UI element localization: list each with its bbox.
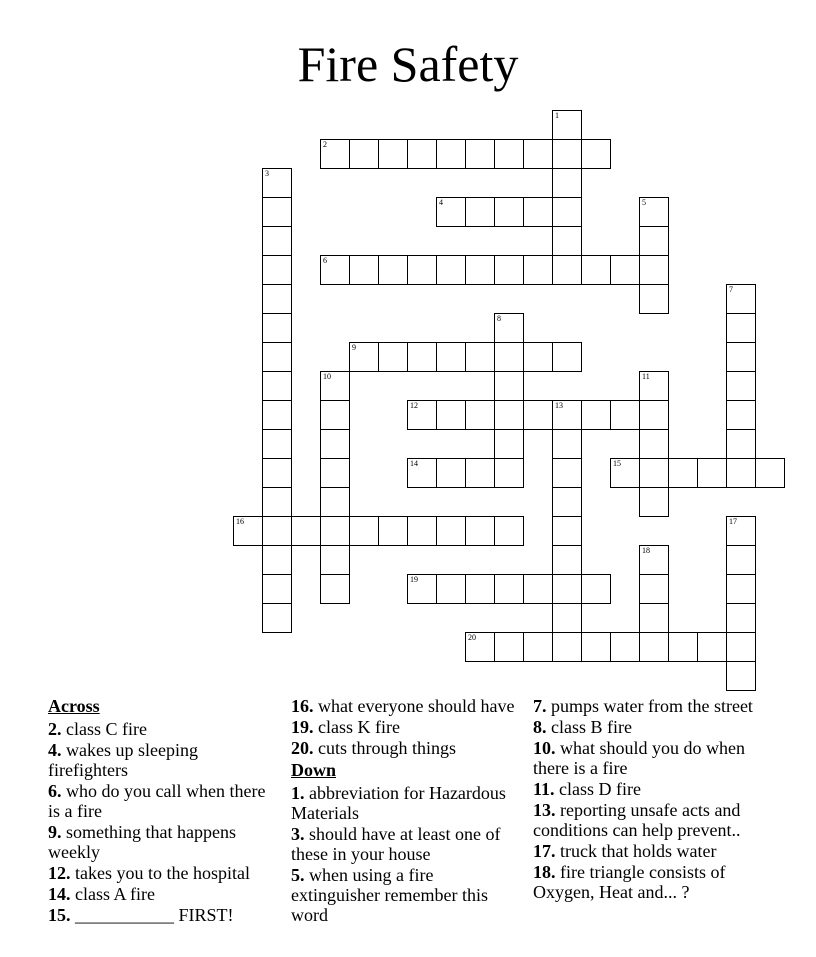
grid-cell[interactable] bbox=[320, 458, 350, 488]
grid-cell[interactable] bbox=[436, 197, 466, 227]
grid-cell[interactable] bbox=[639, 429, 669, 459]
clue-across-12: 12. takes you to the hospital bbox=[48, 863, 250, 883]
clue-down-5: 5. when using a fire extinguisher remember this word bbox=[291, 865, 488, 925]
grid-cell[interactable] bbox=[552, 168, 582, 198]
grid-cell[interactable] bbox=[523, 255, 553, 285]
across-heading: Across bbox=[48, 696, 100, 716]
grid-cell[interactable] bbox=[465, 458, 495, 488]
grid-cell[interactable] bbox=[494, 516, 524, 546]
grid-cell[interactable] bbox=[320, 255, 350, 285]
grid-cell[interactable] bbox=[262, 458, 292, 488]
grid-cell[interactable] bbox=[262, 168, 292, 198]
clue-down-3: 3. should have at least one of these in your house bbox=[291, 824, 501, 864]
grid-cell[interactable] bbox=[726, 429, 756, 459]
grid-cell[interactable] bbox=[320, 139, 350, 169]
grid-cell[interactable] bbox=[523, 400, 553, 430]
clue-number: 20 bbox=[468, 633, 476, 642]
grid-cell[interactable] bbox=[262, 371, 292, 401]
grid-cell[interactable] bbox=[407, 342, 437, 372]
grid-cell[interactable] bbox=[262, 545, 292, 575]
grid-cell[interactable] bbox=[726, 342, 756, 372]
clue-number: 13 bbox=[555, 401, 563, 410]
grid-cell[interactable] bbox=[407, 139, 437, 169]
grid-cell[interactable] bbox=[639, 226, 669, 256]
puzzle-title: Fire Safety bbox=[297, 36, 519, 92]
grid-cell[interactable] bbox=[639, 400, 669, 430]
clue-down-18: 18. fire triangle consists of Oxygen, Heat and... ? bbox=[533, 862, 726, 902]
grid-cell[interactable] bbox=[639, 545, 669, 575]
grid-cell[interactable] bbox=[610, 458, 640, 488]
clue-down-8: 8. class B fire bbox=[533, 717, 632, 737]
grid-cell[interactable] bbox=[378, 516, 408, 546]
grid-cell[interactable] bbox=[494, 197, 524, 227]
clue-across-4: 4. wakes up sleeping firefighters bbox=[48, 740, 198, 780]
clue-across-14: 14. class A fire bbox=[48, 884, 155, 904]
grid-cell[interactable] bbox=[523, 139, 553, 169]
clue-across-20: 20. cuts through things bbox=[291, 738, 456, 758]
grid-cell[interactable] bbox=[349, 516, 379, 546]
grid-cell[interactable] bbox=[407, 574, 437, 604]
grid-cell[interactable] bbox=[523, 574, 553, 604]
grid-cell[interactable] bbox=[697, 632, 727, 662]
clue-number: 11 bbox=[642, 372, 650, 381]
grid-cell[interactable] bbox=[726, 545, 756, 575]
grid-cell[interactable] bbox=[552, 110, 582, 140]
clues-column-1 bbox=[48, 694, 278, 926]
grid-cell[interactable] bbox=[465, 574, 495, 604]
grid-cell[interactable] bbox=[494, 429, 524, 459]
grid-cell[interactable] bbox=[378, 342, 408, 372]
grid-cell[interactable] bbox=[581, 632, 611, 662]
grid-cell[interactable] bbox=[523, 342, 553, 372]
grid-cell[interactable] bbox=[494, 632, 524, 662]
grid-cell[interactable] bbox=[610, 632, 640, 662]
grid-cell[interactable] bbox=[262, 516, 292, 546]
grid-cell[interactable] bbox=[726, 516, 756, 546]
grid-cell[interactable] bbox=[262, 342, 292, 372]
grid-cell[interactable] bbox=[407, 400, 437, 430]
grid-cell[interactable] bbox=[436, 458, 466, 488]
clue-down-1: 1. abbreviation for Hazardous Materials bbox=[291, 783, 506, 823]
grid-cell[interactable] bbox=[552, 255, 582, 285]
grid-cell[interactable] bbox=[639, 487, 669, 517]
grid-cell[interactable] bbox=[262, 487, 292, 517]
clue-down-11: 11. class D fire bbox=[533, 779, 641, 799]
grid-cell[interactable] bbox=[494, 400, 524, 430]
grid-cell[interactable] bbox=[465, 139, 495, 169]
grid-cell[interactable] bbox=[610, 400, 640, 430]
grid-cell[interactable] bbox=[639, 603, 669, 633]
clue-number: 7 bbox=[729, 285, 733, 294]
clue-across-9: 9. something that happens weekly bbox=[48, 822, 236, 862]
clue-number: 18 bbox=[642, 546, 650, 555]
grid-cell[interactable] bbox=[697, 458, 727, 488]
clue-across-2: 2. class C fire bbox=[48, 719, 147, 739]
grid-cell[interactable] bbox=[552, 458, 582, 488]
grid-cell[interactable] bbox=[262, 197, 292, 227]
clue-number: 2 bbox=[323, 140, 327, 149]
grid-cell[interactable] bbox=[755, 458, 785, 488]
grid-cell[interactable] bbox=[726, 661, 756, 691]
clue-number: 17 bbox=[729, 517, 737, 526]
grid-cell[interactable] bbox=[494, 574, 524, 604]
grid-cell[interactable] bbox=[378, 139, 408, 169]
grid-cell[interactable] bbox=[726, 603, 756, 633]
grid-cell[interactable] bbox=[436, 400, 466, 430]
grid-cell[interactable] bbox=[349, 255, 379, 285]
clue-number: 10 bbox=[323, 372, 331, 381]
clue-number: 5 bbox=[642, 198, 646, 207]
grid-cell[interactable] bbox=[465, 255, 495, 285]
grid-cell[interactable] bbox=[552, 429, 582, 459]
grid-cell[interactable] bbox=[726, 313, 756, 343]
grid-cell[interactable] bbox=[407, 255, 437, 285]
clues-column-2 bbox=[291, 694, 521, 926]
clue-down-17: 17. truck that holds water bbox=[533, 841, 717, 861]
grid-cell[interactable] bbox=[552, 400, 582, 430]
grid-cell[interactable] bbox=[465, 197, 495, 227]
grid-cell[interactable] bbox=[262, 400, 292, 430]
clue-down-7: 7. pumps water from the street bbox=[533, 696, 753, 716]
grid-cell[interactable] bbox=[668, 632, 698, 662]
clue-down-10: 10. what should you do when there is a fire bbox=[533, 738, 745, 778]
grid-cell[interactable] bbox=[639, 197, 669, 227]
clue-across-19: 19. class K fire bbox=[291, 717, 400, 737]
grid-cell[interactable] bbox=[494, 255, 524, 285]
down-heading: Down bbox=[291, 760, 337, 780]
grid-cell[interactable] bbox=[639, 574, 669, 604]
grid-cell[interactable] bbox=[320, 487, 350, 517]
grid-cell[interactable] bbox=[262, 284, 292, 314]
clue-number: 14 bbox=[410, 459, 418, 468]
grid-cell[interactable] bbox=[436, 516, 466, 546]
clue-across-6: 6. who do you call when there is a fire bbox=[48, 781, 266, 821]
grid-cell[interactable] bbox=[407, 516, 437, 546]
grid-cell[interactable] bbox=[581, 574, 611, 604]
grid-cell[interactable] bbox=[552, 574, 582, 604]
grid-cell[interactable] bbox=[407, 458, 437, 488]
clue-down-13: 13. reporting unsafe acts and conditions can help prevent.. bbox=[533, 800, 741, 840]
grid-cell[interactable] bbox=[262, 255, 292, 285]
grid-cell[interactable] bbox=[552, 139, 582, 169]
grid-cell[interactable] bbox=[668, 458, 698, 488]
grid-cell[interactable] bbox=[610, 255, 640, 285]
grid-cell[interactable] bbox=[581, 139, 611, 169]
grid-cell[interactable] bbox=[378, 255, 408, 285]
clue-number: 4 bbox=[439, 198, 443, 207]
grid-cell[interactable] bbox=[262, 603, 292, 633]
grid-cell[interactable] bbox=[639, 632, 669, 662]
grid-cell[interactable] bbox=[726, 284, 756, 314]
grid-cell[interactable] bbox=[581, 400, 611, 430]
clue-number: 9 bbox=[352, 343, 356, 352]
grid-cell[interactable] bbox=[349, 139, 379, 169]
grid-cell[interactable] bbox=[552, 603, 582, 633]
grid-cell[interactable] bbox=[262, 226, 292, 256]
grid-cell[interactable] bbox=[494, 458, 524, 488]
clue-number: 15 bbox=[613, 459, 621, 468]
grid-cell[interactable] bbox=[726, 371, 756, 401]
clue-number: 12 bbox=[410, 401, 418, 410]
grid-cell[interactable] bbox=[726, 458, 756, 488]
grid-cell[interactable] bbox=[552, 545, 582, 575]
grid-cell[interactable] bbox=[262, 313, 292, 343]
grid-cell[interactable] bbox=[552, 197, 582, 227]
grid-cell[interactable] bbox=[262, 574, 292, 604]
grid-cell[interactable] bbox=[436, 139, 466, 169]
grid-cell[interactable] bbox=[494, 139, 524, 169]
grid-cell[interactable] bbox=[552, 342, 582, 372]
grid-cell[interactable] bbox=[494, 313, 524, 343]
grid-cell[interactable] bbox=[552, 516, 582, 546]
grid-cell[interactable] bbox=[465, 516, 495, 546]
grid-cell[interactable] bbox=[465, 400, 495, 430]
grid-cell[interactable] bbox=[349, 342, 379, 372]
grid-cell[interactable] bbox=[726, 400, 756, 430]
grid-cell[interactable] bbox=[639, 255, 669, 285]
grid-cell[interactable] bbox=[320, 371, 350, 401]
clue-number: 6 bbox=[323, 256, 327, 265]
grid-cell[interactable] bbox=[639, 458, 669, 488]
grid-cell[interactable] bbox=[262, 429, 292, 459]
clue-number: 16 bbox=[236, 517, 244, 526]
clue-number: 3 bbox=[265, 169, 269, 178]
grid-cell[interactable] bbox=[726, 574, 756, 604]
grid-cell[interactable] bbox=[494, 371, 524, 401]
grid-cell[interactable] bbox=[639, 371, 669, 401]
grid-cell[interactable] bbox=[523, 197, 553, 227]
grid-cell[interactable] bbox=[552, 632, 582, 662]
clue-number: 1 bbox=[555, 111, 559, 120]
grid-cell[interactable] bbox=[639, 284, 669, 314]
grid-cell[interactable] bbox=[436, 342, 466, 372]
grid-cell[interactable] bbox=[465, 632, 495, 662]
grid-cell[interactable] bbox=[552, 487, 582, 517]
grid-cell[interactable] bbox=[320, 429, 350, 459]
clue-number: 8 bbox=[497, 314, 501, 323]
grid-cell[interactable] bbox=[494, 342, 524, 372]
clues-column-3 bbox=[533, 694, 768, 903]
grid-cell[interactable] bbox=[581, 255, 611, 285]
grid-cell[interactable] bbox=[523, 632, 553, 662]
clue-across-16: 16. what everyone should have bbox=[291, 696, 515, 716]
grid-cell[interactable] bbox=[320, 574, 350, 604]
grid-cell[interactable] bbox=[436, 574, 466, 604]
grid-cell[interactable] bbox=[552, 226, 582, 256]
clue-across-15: 15. ___________ FIRST! bbox=[48, 905, 234, 925]
grid-cell[interactable] bbox=[320, 400, 350, 430]
grid-cell[interactable] bbox=[465, 342, 495, 372]
grid-cell[interactable] bbox=[320, 545, 350, 575]
grid-cell[interactable] bbox=[436, 255, 466, 285]
grid-cell[interactable] bbox=[291, 516, 321, 546]
clue-number: 19 bbox=[410, 575, 418, 584]
grid-cell[interactable] bbox=[726, 632, 756, 662]
grid-cell[interactable] bbox=[233, 516, 263, 546]
grid-cell[interactable] bbox=[320, 516, 350, 546]
